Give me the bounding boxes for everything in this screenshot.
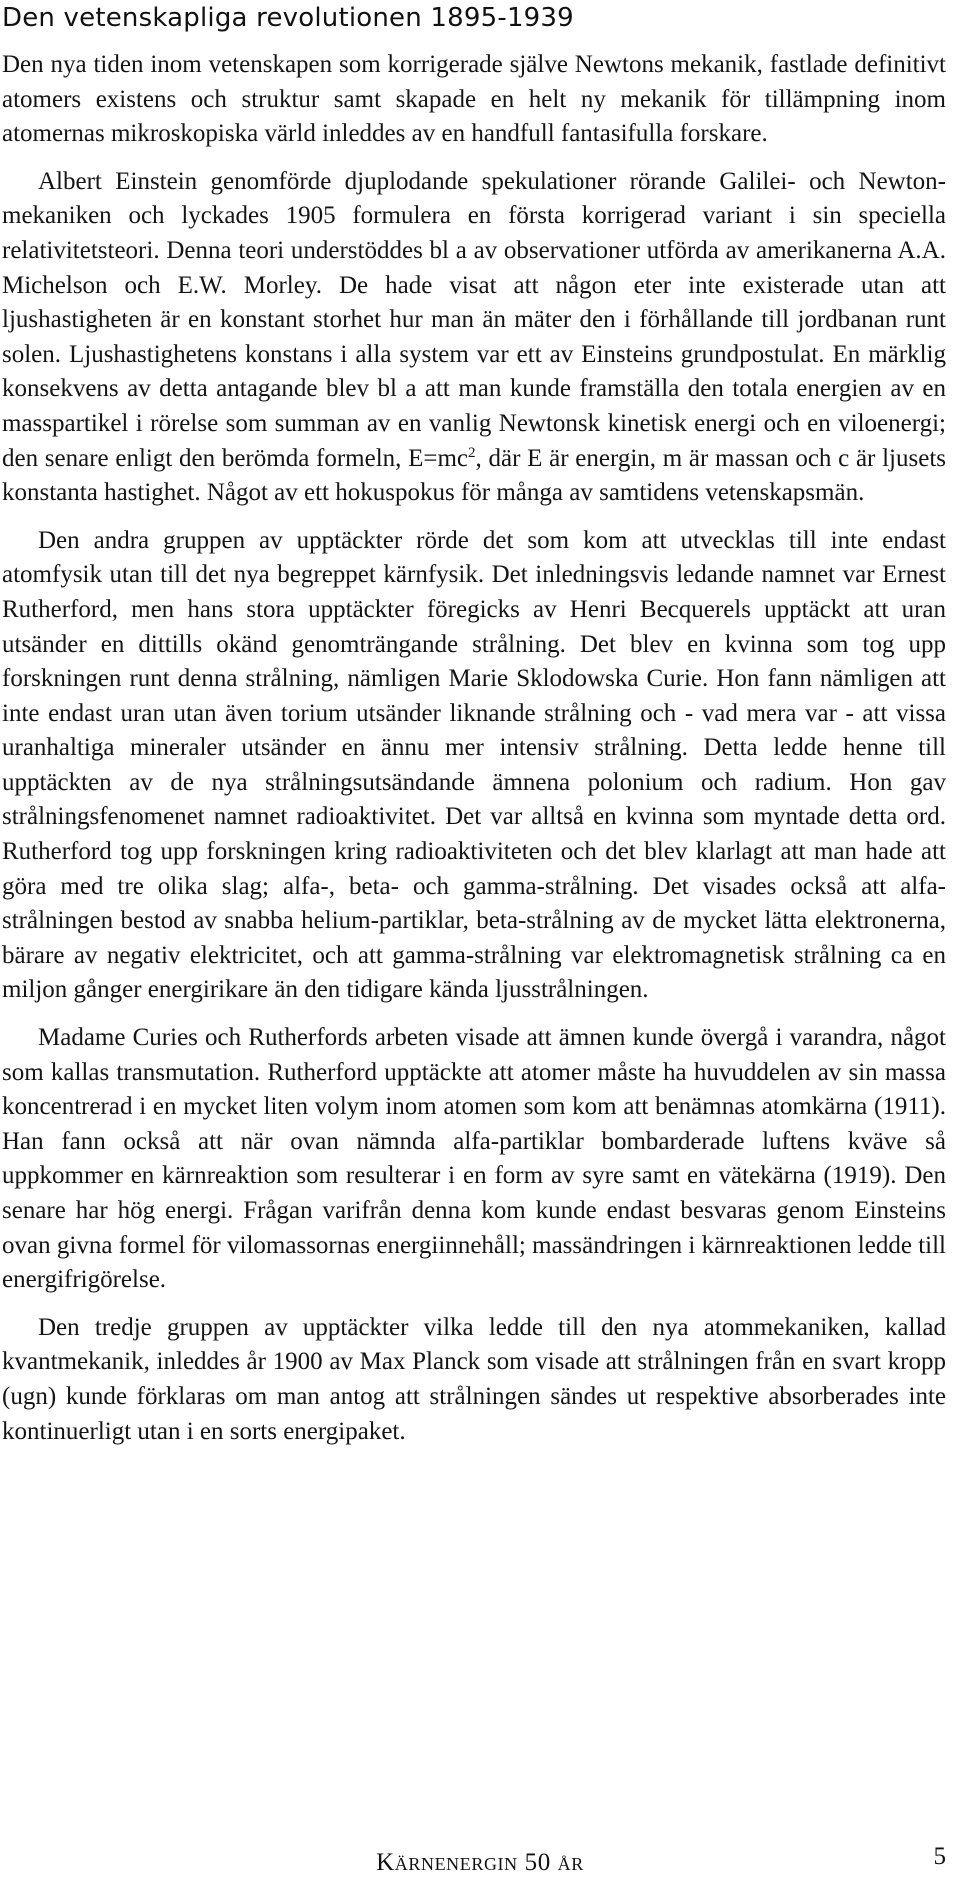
paragraph-text: Albert Einstein genomförde djuplodande spekulationer rörande Galilei- och Newton-mekaniken och lyckades 1905 formulera en första korrigerad variant i sin speciella relativitetsteori. Denna teori understöddes bl a av observationer utförda av amerikanerna A.A. Michelson och E.W. Morley. De hade visat att någon eter inte existerade utan att ljushastigheten är en konstant storhet hur man än mäter den i förhållande till jordbanan runt solen. Ljushastighetens konstans i alla system var ett av Einsteins grundpostulat. En märklig konsekvens av detta antagande blev bl a att man kunde framställa den totala energien av en masspartikel i rörelse som summan av en vanlig Newtonsk kinetisk energi och en viloenergi; den senare enligt den berömda formeln, E=mc (2, 167, 946, 472)
page-footer (0, 1843, 960, 1882)
paragraph (2, 524, 946, 1008)
paragraph (2, 1311, 946, 1449)
running-header: Den vetenskapliga revolutionen 1895-1939 (2, 3, 574, 33)
paragraph-text: , där E är energin, m är massan och c är ljusets konstanta hastighet. Något av ett hokuspokus för många av samtidens vetenskapsmän. (2, 444, 946, 507)
paragraph (2, 1021, 946, 1298)
article-body (2, 48, 946, 1449)
paragraph-text: Den tredje gruppen av upptäckter vilka ledde till den nya atommekaniken, kallad kvantmekanik, inleddes år 1900 av Max Planck som visade att strålningen från en svart kropp (ugn) kunde förklaras om man antog att strålningen sändes ut respektive absorberades inte kontinuerligt utan i en sorts energipaket. (2, 1313, 946, 1445)
paragraph (2, 165, 946, 511)
superscript: 2 (468, 444, 476, 461)
paragraph-text: Den andra gruppen av upptäckter rörde det som kom att utvecklas till inte endast atomfysik utan till det nya begreppet kärnfysik. Det inledningsvis ledande namnet var Ernest Rutherford, men hans stora upptäckter föregicks av Henri Becquerels upptäckt att uran utsänder en dittills okänd genomträngande strålning. Det blev en kvinna som tog upp forskningen runt denna strålning, nämligen Marie Sklodowska Curie. Hon fann nämligen att inte endast uran utan även torium utsänder liknande strålning och - vad mera var - att vissa uranhaltiga mineraler utsänder en ännu mer intensiv strålning. Detta ledde henne till upptäckten av de nya strålningsutsändande ämnena polonium och radium. Hon gav strålningsfenomenet namnet radioaktivitet. Det var alltså en kvinna som myntade detta ord. Rutherford tog upp forskningen kring radioaktiviteten och det blev klarlagt att man hade att göra med tre olika slag; alfa-, beta- och gamma-strålning. Det visades också att alfa-strålningen bestod av snabba helium-partiklar, beta-strålning av de mycket lätta elektronerna, bärare av negativ elektricitet, och att gamma-strålning var elektromagnetisk strålning ca en miljon gånger energirikare än den tidigare kända ljusstrålningen. (2, 526, 946, 1004)
page-number: 5 (933, 1843, 946, 1870)
paragraph-text: Den nya tiden inom vetenskapen som korrigerade själve Newtons mekanik, fastlade definitivt atomers existens och struktur samt skapade en helt ny mekanik för tillämpning inom atomernas mikroskopiska värld inleddes av en handfull fantasifulla forskare. (2, 51, 946, 148)
paragraph (2, 48, 946, 152)
footer-publication-title: Kärnenergin 50 år (376, 1849, 584, 1876)
paragraph-text: Madame Curies och Rutherfords arbeten visade att ämnen kunde övergå i varandra, något som kallas transmutation. Rutherford upptäckte att atomer måste ha huvuddelen av sin massa koncentrerad i en mycket liten volym inom atomen som kom att benämnas atomkärna (1911). Han fann också att när ovan nämnda alfa-partiklar bombarderade luftens kväve så uppkommer en kärnreaktion som resulterar i en form av syre samt en vätekärna (1919). Den senare har hög energi. Frågan varifrån denna kom kunde endast besvaras genom Einsteins ovan givna formel för vilomassornas energiinnehåll; massändringen i kärnreaktionen ledde till energifrigörelse. (2, 1024, 946, 1294)
